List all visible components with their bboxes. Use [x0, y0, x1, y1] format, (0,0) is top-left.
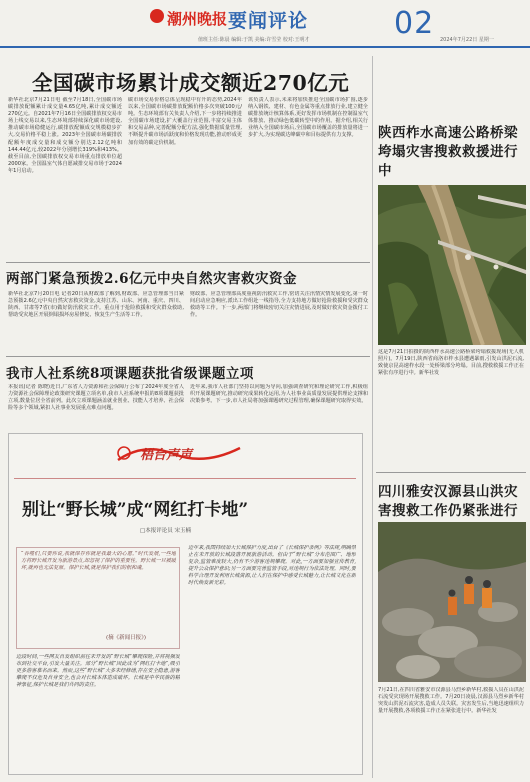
- flood-rescue-photo-image: [378, 522, 526, 682]
- article1-column-1: 新华社北京7月21日电 截至7月18日,全国碳市场碳排放配额累计成交量4.65亿吨,累计成交额近270亿元。自2021年7月16日全国碳排放权交易市场上线交易以来,生态环境部持续深化碳市场建设,推动碳市场稳健运行,碳排放配额成交规模稳步扩大,交易价格平稳上涨。2023年全国碳市场碳排放配额年度成交量和成交额分别达2.12亿吨和144.44亿元,较2022年分别增长319%和413%。截至目前,全国碳排放权交易市场重点排放单位超2000家。全国温室气体自愿减排交易市场于2024年1月启动。: [8, 97, 122, 174]
- editorial-title: 别让“野长城”成“网红打卡地”: [22, 500, 249, 520]
- article2-headline: 两部门紧急预拨2.6亿元中央自然灾害救灾资金: [6, 271, 297, 287]
- pull-quote: “吞噬们,只要你说,我就保存你就是我最大的心愿。”时代发展,一些地方将野长城开发为旅游景点,却忽视了保护的重要性。野长城一旦被破坏,就再也无法复原。保护长城,就是保护我们的根和魂。: [21, 551, 176, 572]
- editorial-rule: [14, 478, 356, 479]
- article1-headline: 全国碳市场累计成交额近270亿元: [32, 71, 350, 95]
- flood-rescue-photo: [378, 522, 526, 682]
- newspaper-logo: 潮州晚报: [167, 10, 228, 28]
- newspaper-logo-icon: [150, 9, 164, 23]
- masthead-divider: [0, 46, 530, 48]
- article3-column-1: 本报讯(记者 陈晓)近日,广东省人力资源和社会保障厅公布了2024年度全省人力资源社会保障理论政策研究课题立项名单,我市人社系统申报的8项课题获批立项,数量位居全省前列。此次立项课题涵盖就业创业、技能人才培养、社会保险等多个领域,紧扣人社事业发展重点难点问题。: [8, 384, 184, 412]
- sidebar1-headline: 陕西柞水高速公路桥梁垮塌灾害搜救救援进行中: [378, 125, 518, 179]
- column-divider: [372, 56, 373, 778]
- article2-column-2: 财政部、应急管理部高度重视防汛救灾工作,密切关注汛情灾情发展变化,第一时间启动应急响应,派出工作组赴一线指导,全力支持地方做好抢险救援和受灾群众救助等工作。下一步,两部门将继续密切关注灾情进展,及时做好救灾资金拨付工作。: [190, 291, 368, 319]
- article2-column-1: 新华社北京7月20日电 记者20日从财政部了解到,财政部、应急管理部当日紧急预拨2.6亿元中央自然灾害救灾资金,支持江苏、山东、河南、重庆、四川、陕西、甘肃等7省(市)做好防汛救灾工作。重点用于抢险救援和受灾群众救助,帮助受灾地区开展倒塌损坏房屋修复、恢复生产生活等工作。: [8, 291, 184, 319]
- editorial-byline: □本报评论员 宋玉楠: [140, 528, 191, 534]
- article1-column-3: 该负责人表示,未来将加快推进全国碳市场扩围,逐步纳入钢铁、建材、有色金属等重点排放行业,建立健全碳排放统计核算体系,更好发挥市场机制在控制温室气体排放、推动绿色低碳转型中的作用。据介绍,相关行业纳入全国碳市场后,全国碳市场覆盖的排放量将进一步扩大,为实现碳达峰碳中和目标提供有力支撑。: [248, 97, 368, 139]
- editorial-left-column: 近段时间,一些网友自发组织前往未开发的“野长城”攀爬探险,并将视频发布到社交平台,引发大量关注。部分“野长城”因此成为“网红打卡地”,吸引更多游客慕名而来。然而,这些“野长城”大多未经修缮,存在安全隐患,游客攀爬不仅危及自身安全,也会对长城本体造成破坏。长城是中华民族的精神象征,保护长城是我们共同的责任。: [16, 654, 180, 689]
- editor-credits: 值班主任:陈晨 编辑:于凯 美编:许雪莹 校对:王明才: [198, 37, 310, 43]
- sidebar-divider: [376, 472, 526, 473]
- article-divider: [6, 356, 370, 357]
- sidebar2-caption: 7月21日,在四川省雅安市汉源县马烈乡新华村,救援人员在山洪泥石流受灾现场开展搜救工作。7月20日凌晨,汉源县马烈乡新华村突发山洪泥石流灾害,造成人员失联。灾害发生后,当地迅速组织力量开展搜救,各项救援工作正在紧张进行中。新华社发: [378, 687, 524, 715]
- sidebar1-caption: 这是7月21日拍摄的陕西柞水高速公路桥梁垮塌救援现场(无人机照片)。7月19日,陕西省商洛市柞水县遭遇暴雨,引发山洪泥石流,致使京昆高速柞水段一处桥梁部分垮塌。目前,搜救救援工作正在紧张有序进行中。新华社发: [378, 349, 524, 377]
- column-name: 梧台声声: [140, 448, 193, 463]
- pull-quote-source: (摘《新闻日报》): [106, 635, 147, 641]
- article3-headline: 我市人社系统8项课题获批省级课题立项: [6, 366, 254, 382]
- page-number: 02: [394, 6, 435, 41]
- landslide-bridge-photo: [378, 185, 526, 345]
- article-divider: [6, 262, 370, 263]
- issue-date: 2024年7月22日 星期一: [440, 37, 494, 43]
- article3-column-2: 近年来,我市人社部门坚持以问题为导向,加强调查研究和理论研究工作,积极组织开展课题研究,推动研究成果转化运用,为人社事业高质量发展提供理论支撑和决策参考。下一步,市人社局将加强课题研究过程管理,确保课题研究取得实效。: [190, 384, 368, 405]
- sidebar2-headline: 四川雅安汉源县山洪灾害搜救工作仍紧张进行: [378, 484, 518, 519]
- landslide-bridge-photo-image: [378, 185, 526, 345]
- article1-column-2: 碳市场交易价格总体呈现稳中有升的态势,2024年以来,全国碳市场碳排放配额价格多次突破100元/吨。生态环境部有关负责人介绍,下一步将持续推进全国碳市场建设,扩大覆盖行业范围,丰富交易主体和交易品种,完善配额分配方法,强化数据质量管理,不断提升碳市场活跃度和价格发现功能,推动形成更加有效的碳定价机制。: [128, 97, 242, 146]
- masthead: [0, 0, 530, 56]
- section-title: 要闻评论: [228, 10, 309, 32]
- editorial-right-column: 近年来,我国持续加大长城保护力度,出台了《长城保护条例》等法规,明确禁止在未开放的长城段落开展旅游活动。但由于“野长城”分布范围广、地形复杂,监管难度较大,仍有不少游客违规攀爬。对此,一方面要加强宣传教育,提升公众保护意识;另一方面要完善监管手段,对违规行为依法处理。同时,要科学合理开发利用长城资源,让人们在保护中感受长城魅力,让长城文化在新时代焕发新光彩。: [188, 545, 356, 587]
